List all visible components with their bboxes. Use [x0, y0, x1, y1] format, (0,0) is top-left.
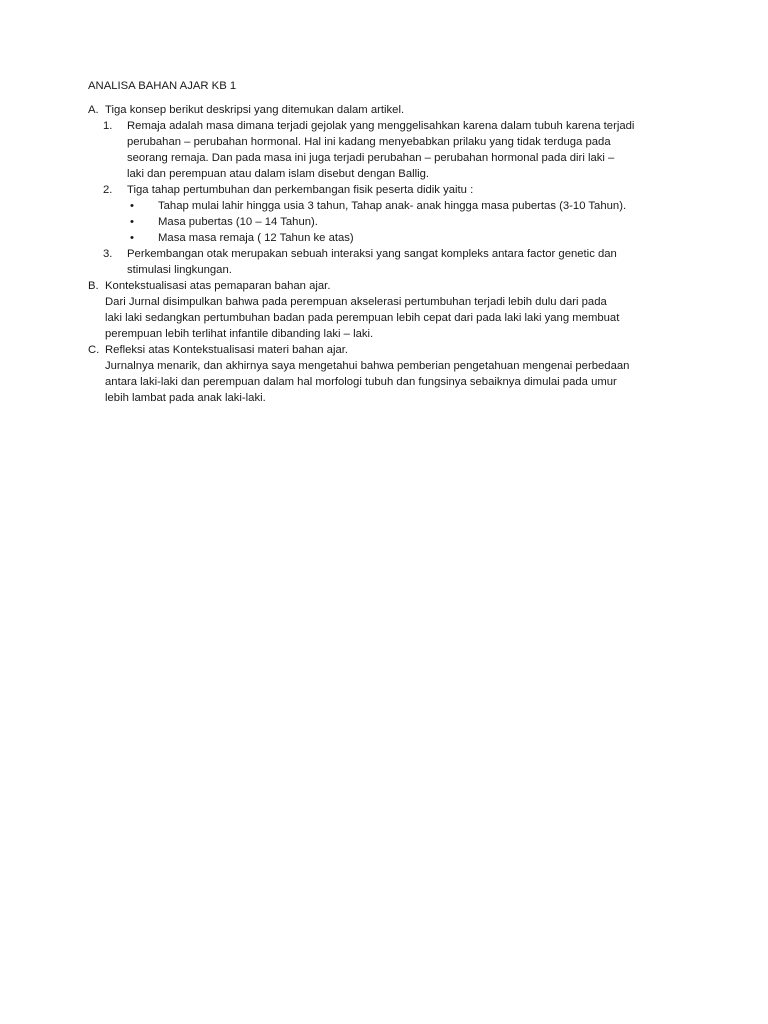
bullet-item	[88, 230, 688, 246]
section-a-heading-text: Tiga konsep berikut deskripsi yang ditemukan dalam artikel.	[105, 104, 405, 116]
section-b-line: Dari Jurnal disimpulkan bahwa pada perempuan akselerasi pertumbuhan terjadi lebih dulu dari pada	[105, 296, 607, 308]
section-c-line: lebih lambat pada anak laki-laki.	[105, 392, 266, 404]
item-1-line: Remaja adalah masa dimana terjadi gejolak yang menggelisahkan karena dalam tubuh karena terjadi	[127, 120, 635, 132]
document-body	[88, 102, 688, 406]
bullet-item	[88, 198, 688, 214]
section-b-letter: B.	[88, 280, 99, 292]
item-1-line: perubahan – perubahan hormonal. Hal ini kadang menyebabkan prilaku yang tidak terduga pada	[127, 136, 611, 148]
section-a-item-3	[88, 246, 688, 278]
section-a-item-2	[88, 182, 688, 246]
bullet-icon: •	[130, 216, 134, 228]
section-c-letter: C.	[88, 344, 100, 356]
section-b-heading	[88, 278, 688, 294]
bullet-icon: •	[130, 200, 134, 212]
section-a-letter: A.	[88, 104, 99, 116]
section-c-line: antara laki-laki dan perempuan dalam hal morfologi tubuh dan fungsinya sebaiknya dimulai pada umur	[105, 376, 617, 388]
section-b-heading-text: Kontekstualisasi atas pemaparan bahan ajar.	[105, 280, 331, 292]
document-title: ANALISA BAHAN AJAR KB 1	[88, 80, 237, 92]
item-1-line: laki dan perempuan atau dalam islam disebut dengan Ballig.	[127, 168, 430, 180]
section-c-line: Jurnalnya menarik, dan akhirnya saya mengetahui bahwa pemberian pengetahuan mengenai perbedaan	[105, 360, 630, 372]
section-b-line: laki laki sedangkan pertumbuhan badan pada perempuan lebih cepat dari pada laki laki yang membuat	[105, 312, 620, 324]
section-c-heading-text: Refleksi atas Kontekstualisasi materi bahan ajar.	[105, 344, 349, 356]
section-a-heading	[88, 102, 688, 118]
item-1-number: 1.	[103, 120, 113, 132]
item-2-text: Tiga tahap pertumbuhan dan perkembangan fisik peserta didik yaitu :	[127, 184, 474, 196]
bullet-item	[88, 214, 688, 230]
section-b-line: perempuan lebih terlihat infantile dibanding laki – laki.	[105, 328, 374, 340]
bullet-text: Masa masa remaja ( 12 Tahun ke atas)	[158, 232, 354, 244]
item-3-number: 3.	[103, 248, 113, 260]
bullet-icon: •	[130, 232, 134, 244]
item-2-number: 2.	[103, 184, 113, 196]
item-1-line: seorang remaja. Dan pada masa ini juga terjadi perubahan – perubahan hormonal pada diri laki –	[127, 152, 615, 164]
item-3-line: stimulasi lingkungan.	[127, 264, 232, 276]
bullet-text: Masa pubertas (10 – 14 Tahun).	[158, 216, 318, 228]
section-c-heading	[88, 342, 688, 358]
bullet-text: Tahap mulai lahir hingga usia 3 tahun, Tahap anak- anak hingga masa pubertas (3-10 Tahun).	[158, 200, 627, 212]
section-a-item-1	[88, 118, 688, 182]
item-3-line: Perkembangan otak merupakan sebuah interaksi yang sangat kompleks antara factor genetic dan	[127, 248, 617, 260]
